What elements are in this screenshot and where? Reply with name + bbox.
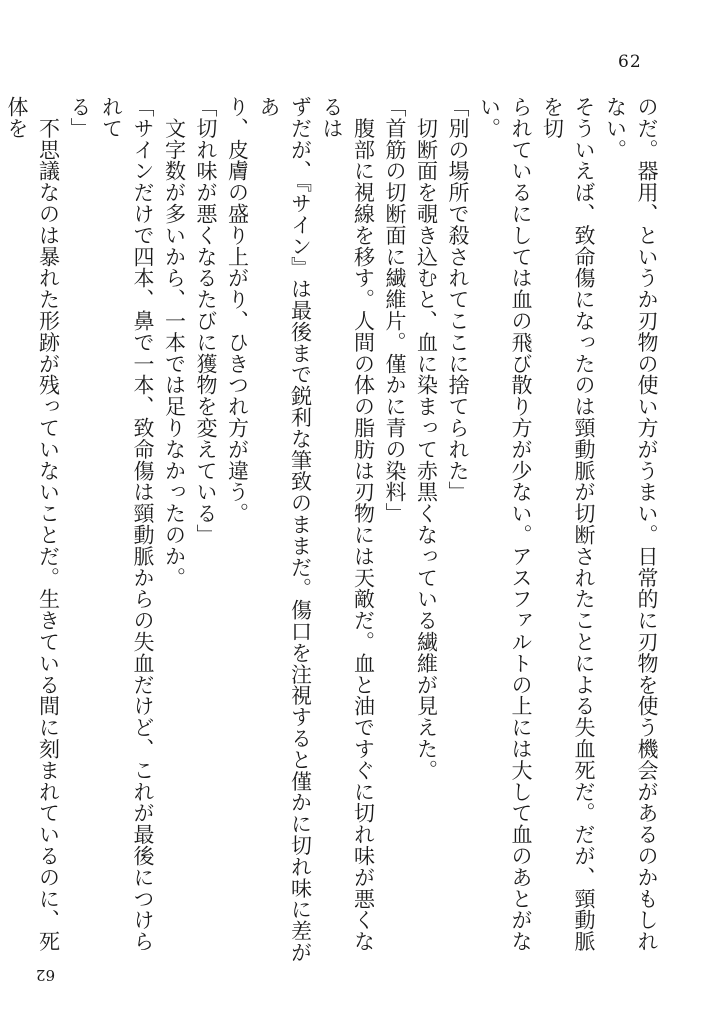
body-text xyxy=(5,96,662,966)
text-line: ずだが、『サイン』は最後まで鋭利な筆致のままだ。傷口を注視すると僅かに切れ味に差があ xyxy=(257,96,313,963)
text-line: 「別の場所で殺されてここに捨てられた」 xyxy=(446,96,470,503)
page-number-bottom: 62 xyxy=(36,966,56,984)
text-line: 腹部に視線を移す。人間の体の脂肪は刃物には天敵だ。血と油ですぐに切れ味が悪くなるは xyxy=(320,96,376,952)
text-line: のだ。器用、というか刃物の使い方がうまい。日常的に刃物を使う機会があるのかもしれない。 xyxy=(603,96,659,952)
text-line: る」 xyxy=(68,96,92,139)
text-line: そういえば、致命傷になったのは頸動脈が切断されたことによる失血死だ。だが、頸動脈を切 xyxy=(540,96,596,952)
text-line: 切断面を覗き込むと、血に染まって赤黒くなっている繊維が見えた。 xyxy=(414,96,439,781)
text-line: 不思議なのは暴れた形跡が残っていないことだ。生きている間に刻まれているのに、死体を xyxy=(5,96,61,952)
page-number-top: 62 xyxy=(618,52,642,72)
text-line: 「サインだけで四本、鼻で一本、致命傷は頸動脈からの失血だけど、これが最後につけられて xyxy=(99,96,155,952)
text-line: 文字数が多いから、一本では足りなかったのか。 xyxy=(162,96,187,589)
text-line: られているにしては血の飛び散り方が少ない。アスファルトの上には大して血のあとがない。 xyxy=(477,96,533,952)
text-line: り、皮膚の盛り上がり、ひきつれ方が違う。 xyxy=(225,96,250,524)
text-line: 「首筋の切断面に繊維片。僅かに青の染料」 xyxy=(383,96,407,524)
text-line: 「切れ味が悪くなるたびに獲物を変えている」 xyxy=(194,96,218,546)
text-line xyxy=(0,96,1,966)
